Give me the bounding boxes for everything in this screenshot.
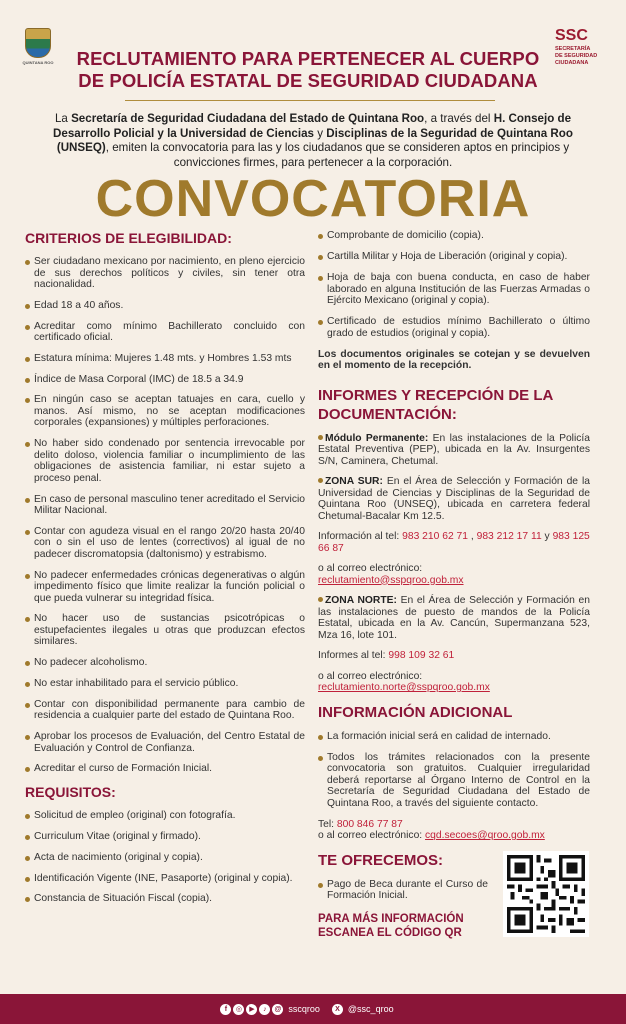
list-item: Cartilla Militar y Hoja de Liberación (original y copia).: [318, 251, 590, 263]
ssc-sub: [555, 46, 615, 67]
adicional-list: [318, 731, 590, 810]
threads-icon[interactable]: @: [272, 1004, 283, 1015]
instagram-icon[interactable]: ◎: [233, 1004, 244, 1015]
shield-icon: [25, 28, 51, 58]
list-item: Acreditar como mínimo Bachillerato concluido con certificado oficial.: [25, 321, 305, 344]
ssc-sub-3: CIUDADANA: [555, 60, 589, 66]
phone-link[interactable]: 998 109 32 61: [388, 650, 455, 661]
facebook-icon[interactable]: f: [220, 1004, 231, 1015]
norte-email: [318, 671, 590, 694]
zona-norte: [318, 595, 590, 641]
sur-tel-sep: ,: [468, 531, 477, 542]
youtube-icon[interactable]: ▶: [246, 1004, 257, 1015]
sur-text: En el Área de Selección y Formación de la Universidad de Ciencias y Disciplinas de la Seguridad de Quintana Roo (UNSEQ), ubicada en carretera federal Chetumal-Bacalar Km 12.5.: [318, 476, 590, 522]
footer-bar: [0, 994, 626, 1024]
phone-link[interactable]: 800 846 77 87: [336, 818, 403, 830]
sur-tel-label: Información al tel:: [318, 531, 403, 542]
footer-handle-1[interactable]: sscqroo: [288, 1004, 320, 1014]
title-divider: [125, 100, 495, 101]
list-item: Todos los trámites relacionados con la presente convocatoria son gratuitos. Cualquier irregularidad deberá reportarse al Órgano Interno de Control en la Secretaría de Seguridad Ciudadana del Estado de Quintana Roo, a través del siguiente contacto.: [318, 752, 590, 810]
tiktok-icon[interactable]: ♪: [259, 1004, 270, 1015]
intro-bold-2: H. Consejo de Desarrollo Policial y la Universidad de Ciencias: [53, 112, 572, 140]
list-item: Índice de Masa Corporal (IMC) de 18.5 a 34.9: [25, 374, 305, 386]
list-item: Curriculum Vitae (original y firmado).: [25, 831, 305, 843]
list-item: En caso de personal masculino tener acreditado el Servicio Militar Nacional.: [25, 494, 305, 517]
norte-mail-label: o al correo electrónico:: [318, 670, 423, 682]
sur-phones: [318, 531, 590, 554]
sur-mail-label: o al correo electrónico:: [318, 563, 423, 574]
modulo-text: En las instalaciones de la Policía Estatal Preventiva (PEP), ubicada en la Av. Insurgentes S/N, Caminera, Chetumal.: [318, 432, 590, 467]
list-item: Contar con agudeza visual en el rango 20/20 hasta 20/40 con o sin el uso de lentes (correctivos) al igual de no padecer discromatopsia (daltonismo) y estrabismo.: [25, 526, 305, 561]
title-line-1: RECLUTAMIENTO PARA PERTENECER AL CUERPO: [76, 48, 540, 69]
list-item: No hacer uso de sustancias psicotrópicas o estupefacientes ilegales u otras que produzcan efectos similares.: [25, 613, 305, 648]
ofrecemos-section: [318, 851, 590, 940]
intro-text-2: , a través del: [424, 112, 494, 125]
right-column: [318, 230, 590, 940]
modulo-label: Módulo Permanente:: [325, 432, 429, 444]
list-item: Acta de nacimiento (original y copia).: [25, 852, 305, 864]
list-item: Hoja de baja con buena conducta, en caso de haber laborado en alguna Institución de las Fuerzas Armadas o Ejército Mexicano (original y copia).: [318, 272, 590, 307]
list-item: En ningún caso se aceptan tatuajes en cara, cuello y manos. Así mismo, no se aceptan modificaciones corporales (expansiones) y múltiples perforaciones.: [25, 394, 305, 429]
email-link[interactable]: reclutamiento@sspqroo.gob.mx: [318, 574, 464, 586]
norte-label: ZONA NORTE:: [325, 595, 397, 606]
informes-heading-1: INFORMES Y RECEPCIÓN DE LA: [318, 386, 554, 404]
list-item: Edad 18 a 40 años.: [25, 300, 305, 312]
intro-bold-3: Disciplinas de la Seguridad de Quintana Roo (UNSEQ): [56, 126, 573, 154]
list-item: Identificación Vigente (INE, Pasaporte) (original y copia).: [25, 873, 305, 885]
ofrecemos-list: [318, 879, 488, 902]
requisitos-cont-list: [318, 230, 590, 339]
requisitos-heading: REQUISITOS:: [25, 784, 116, 801]
main-title: CONVOCATORIA: [95, 170, 531, 228]
qr-code-icon: [507, 855, 585, 933]
title-line-2: DE POLICÍA ESTATAL DE SEGURIDAD CIUDADANA: [78, 70, 538, 91]
footer-handle-2[interactable]: @ssc_qroo: [347, 1004, 394, 1014]
cta-line-2: ESCANEA EL CÓDIGO QR: [318, 926, 462, 939]
bullet-icon: [318, 597, 323, 602]
intro-text-4: , emiten la convocatoria para las y los ciudadanos que se consideren aptos en principios y convicciones firmes, para pertenecer a la corporación.: [105, 141, 570, 169]
modulo-permanente: [318, 433, 590, 468]
intro-text-3: y: [313, 126, 327, 140]
informes-heading-2: DOCUMENTACIÓN:: [318, 405, 457, 423]
ofrecemos-heading: TE OFRECEMOS:: [318, 851, 444, 869]
x-icon[interactable]: X: [332, 1004, 343, 1015]
list-item: No haber sido condenado por sentencia irrevocable por delito doloso, violencia familiar o incumplimiento de las obligaciones de asistencia familiar, ni estar sujeto a proceso penal.: [25, 438, 305, 484]
list-item: No padecer enfermedades crónicas degenerativas o algún impedimento físico que limite realizar la función policial o que pueda vulnerar su integridad física.: [25, 570, 305, 605]
documents-note: Los documentos originales se cotejan y se devuelven en el momento de la recepción.: [318, 348, 590, 371]
ssc-sub-1: SECRETARÍA: [555, 46, 591, 52]
list-item: Certificado de estudios mínimo Bachillerato o último grado de estudios (original y copia).: [318, 316, 590, 339]
adicional-contact: [318, 819, 590, 842]
phone-link[interactable]: 983 125 66 87: [318, 531, 590, 554]
intro-bold-1: Secretaría de Seguridad Ciudadana del Estado de Quintana Roo: [71, 112, 425, 125]
list-item: Aprobar los procesos de Evaluación, del Centro Estatal de Evaluación y Control de Confianza.: [25, 731, 305, 754]
norte-text: En el Área de Selección y Formación en las instalaciones de puesto de mandos de la Policía Estatal, ubicada en la Av. Cancún, Supermanzana 523, Mza 16, lote 101.: [318, 595, 590, 641]
list-item: Acreditar el curso de Formación Inicial.: [25, 763, 305, 775]
requisitos-list: [25, 810, 305, 905]
list-item: Ser ciudadano mexicano por nacimiento, en pleno ejercicio de sus derechos políticos y civiles, sin tener otra nacionalidad.: [25, 256, 305, 291]
norte-tel-label: Informes al tel:: [318, 650, 389, 661]
list-item: No padecer alcoholismo.: [25, 657, 305, 669]
logo-left-text: QUINTANA ROO: [22, 60, 54, 65]
list-item: Solicitud de empleo (original) con fotografía.: [25, 810, 305, 822]
sur-email: [318, 563, 590, 586]
list-item: No estar inhabilitado para el servicio público.: [25, 678, 305, 690]
quintana-roo-logo: [22, 28, 54, 65]
criterios-list: [25, 256, 305, 775]
bullet-icon: [318, 435, 323, 440]
ssc-logo: [555, 28, 615, 67]
email-link[interactable]: reclutamiento.norte@sspqroo.gob.mx: [318, 682, 490, 693]
phone-link[interactable]: 983 210 62 71: [402, 531, 468, 542]
phone-link[interactable]: 983 212 17 11: [476, 531, 542, 542]
intro-text-1: La: [54, 112, 72, 125]
cta-line-1: PARA MÁS INFORMACIÓN: [318, 912, 464, 925]
intro-paragraph: [30, 112, 596, 170]
mail-label: o al correo electrónico:: [318, 830, 426, 841]
ssc-sub-2: DE SEGURIDAD: [555, 53, 598, 59]
adicional-heading: INFORMACIÓN ADICIONAL: [318, 703, 513, 721]
sur-tel-sep: y: [541, 531, 553, 542]
list-item: La formación inicial será en calidad de internado.: [318, 731, 590, 743]
ssc-abbr: SSC: [555, 27, 588, 44]
page-title: [68, 48, 548, 92]
tel-label: Tel:: [318, 818, 337, 830]
zona-sur: [318, 476, 590, 522]
bullet-icon: [318, 478, 323, 483]
list-item: Constancia de Situación Fiscal (copia).: [25, 893, 305, 905]
email-link[interactable]: cqd.secoes@qroo.gob.mx: [425, 830, 545, 841]
list-item: Contar con disponibilidad permanente para cambio de residencia a cualquier parte del estado de Quintana Roo.: [25, 699, 305, 722]
left-column: [25, 230, 305, 914]
list-item: Estatura mínima: Mujeres 1.48 mts. y Hombres 1.53 mts: [25, 353, 305, 365]
informes-heading: [318, 386, 590, 424]
criterios-heading: CRITERIOS DE ELEGIBILIDAD:: [25, 230, 232, 246]
list-item: Pago de Beca durante el Curso de Formación Inicial.: [318, 879, 488, 902]
norte-phone: [318, 650, 590, 662]
list-item: Comprobante de domicilio (copia).: [318, 230, 590, 242]
sur-label: ZONA SUR:: [325, 476, 383, 487]
qr-code[interactable]: [503, 851, 589, 937]
